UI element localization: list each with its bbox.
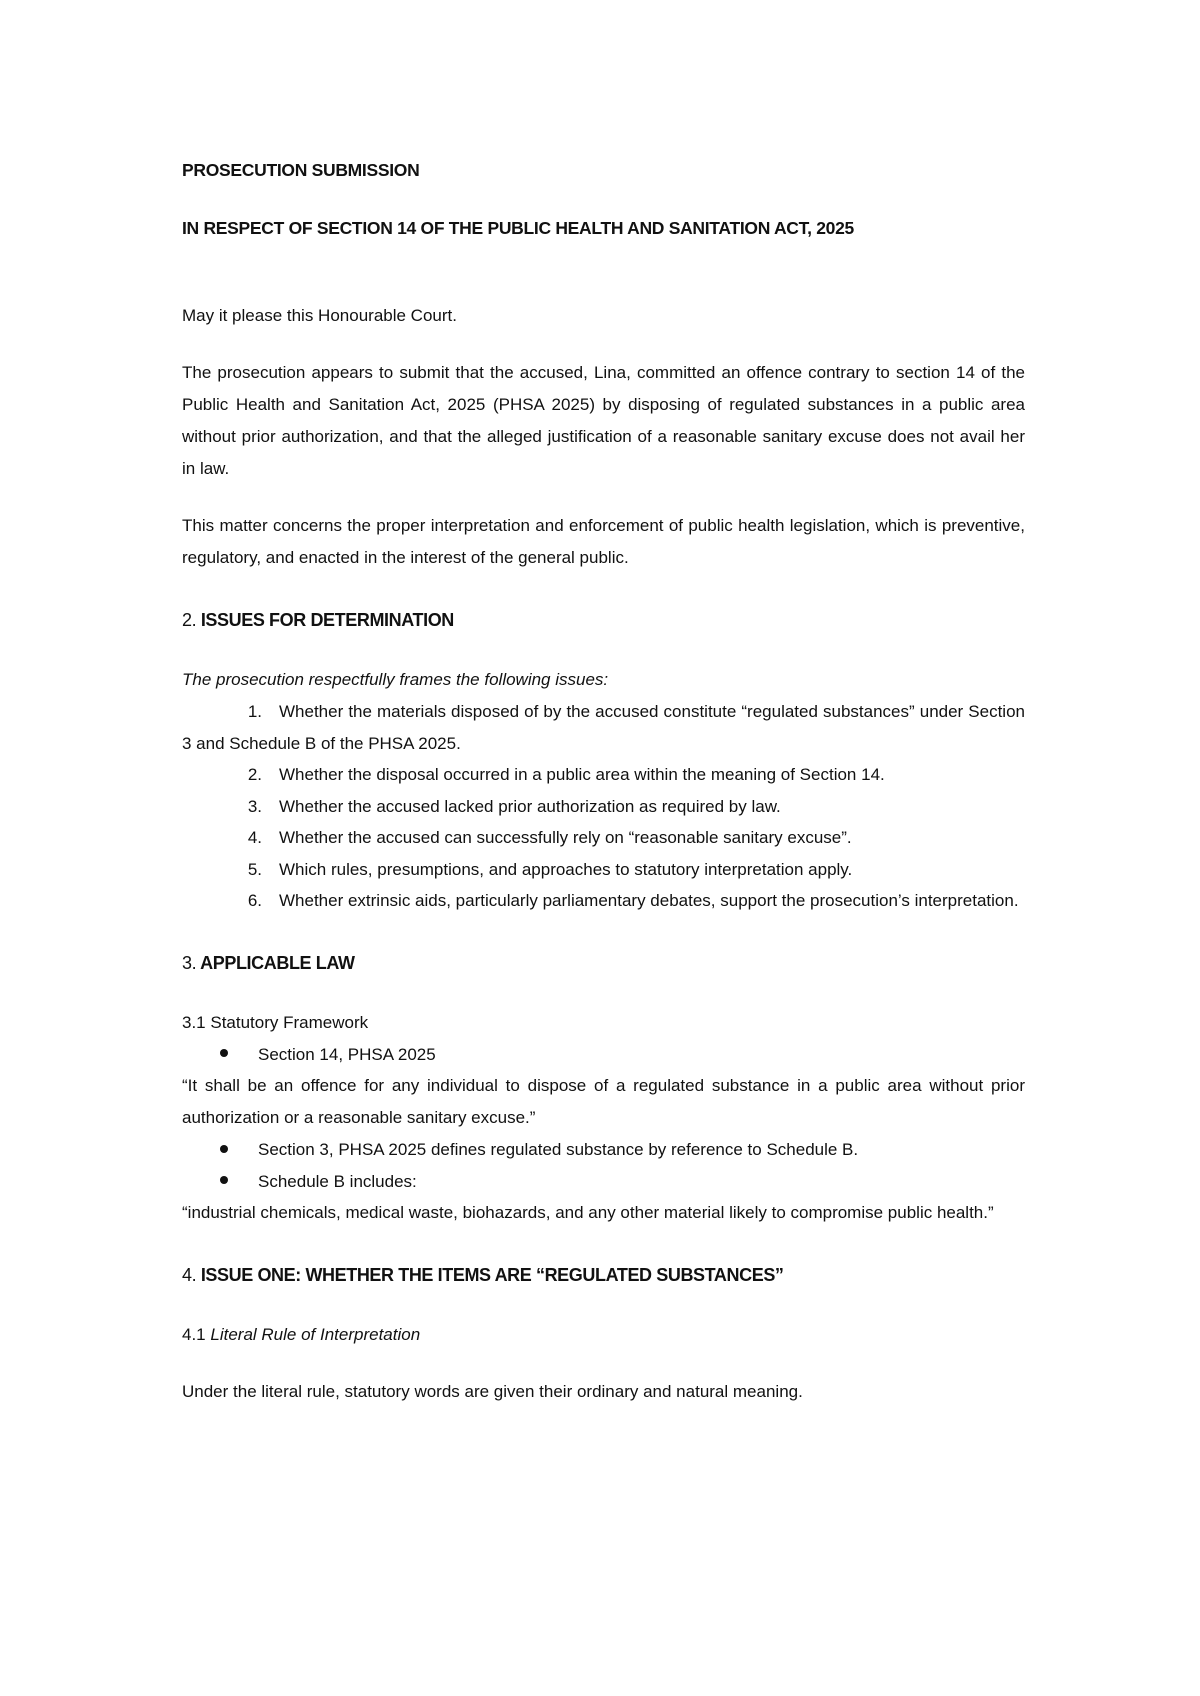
section-14-quote: “It shall be an offence for any individual to dispose of a regulated substance in a public area without prior authorization or a reasonable sanitary excuse.” bbox=[182, 1076, 1025, 1127]
bullet-icon bbox=[220, 1049, 228, 1057]
section-3-heading bbox=[182, 947, 1025, 979]
subsection-title: Literal Rule of Interpretation bbox=[210, 1325, 421, 1344]
opening-line: May it please this Honourable Court. bbox=[182, 306, 457, 325]
bullet-text: Schedule B includes: bbox=[258, 1171, 417, 1191]
issue-text: Whether the disposal occurred in a public area within the meaning of Section 14. bbox=[279, 765, 885, 784]
bullet-text: Section 14, PHSA 2025 bbox=[258, 1044, 436, 1064]
issue-text: Which rules, presumptions, and approaches to statutory interpretation apply. bbox=[279, 859, 853, 879]
document-title: PROSECUTION SUBMISSION bbox=[182, 160, 420, 180]
issue-number: 6. bbox=[247, 891, 262, 910]
issue-item-2 bbox=[182, 759, 1025, 791]
bullet-item-section-3 bbox=[182, 1134, 1025, 1166]
literal-rule-subheading bbox=[182, 1319, 1025, 1351]
issues-list bbox=[182, 696, 1025, 917]
document-body bbox=[182, 158, 1025, 1408]
section-2-title: ISSUES FOR DETERMINATION bbox=[200, 610, 454, 630]
issue-text: Whether the materials disposed of by the accused constitute “regulated substances” under Section 3 and Schedule B of the PHSA 2025. bbox=[182, 702, 1025, 753]
issue-text: Whether extrinsic aids, particularly parliamentary debates, support the prosecution’s interpretation. bbox=[279, 891, 1019, 910]
issue-number: 1. bbox=[247, 702, 262, 721]
document-subtitle: IN RESPECT OF SECTION 14 OF THE PUBLIC HEALTH AND SANITATION ACT, 2025 bbox=[182, 218, 854, 238]
issue-item-5 bbox=[182, 854, 1025, 886]
section-2-number: 2. bbox=[182, 610, 197, 630]
literal-rule-paragraph: Under the literal rule, statutory words are given their ordinary and natural meaning. bbox=[182, 1382, 803, 1401]
section-4-heading bbox=[182, 1259, 1025, 1291]
section-3-number: 3. bbox=[182, 952, 197, 973]
issue-item-1 bbox=[182, 696, 1025, 759]
issue-number: 2. bbox=[247, 765, 262, 784]
issue-text: Whether the accused lacked prior authorization as required by law. bbox=[279, 796, 781, 816]
bullet-icon bbox=[220, 1145, 228, 1153]
bullet-item-section-14 bbox=[182, 1039, 1025, 1071]
issue-item-3 bbox=[182, 791, 1025, 823]
issue-number: 3. bbox=[247, 796, 262, 816]
issue-number: 5. bbox=[247, 859, 262, 879]
section-3-title: APPLICABLE LAW bbox=[200, 952, 355, 973]
bullet-text: Section 3, PHSA 2025 defines regulated substance by reference to Schedule B. bbox=[258, 1140, 859, 1159]
intro-paragraph: The prosecution appears to submit that the accused, Lina, committed an offence contrary to section 14 of the Public Health and Sanitation Act, 2025 (PHSA 2025) by disposing of regulated substances in a public area without prior authorization, and that the alleged justification of a reasonable sanitary excuse does not avail her in law. bbox=[182, 363, 1025, 478]
bullet-item-schedule-b bbox=[182, 1166, 1025, 1198]
context-paragraph: This matter concerns the proper interpretation and enforcement of public health legislation, which is preventive, regulatory, and enacted in the interest of the general public. bbox=[182, 516, 1025, 567]
schedule-b-quote: “industrial chemicals, medical waste, biohazards, and any other material likely to compromise public health.” bbox=[182, 1203, 994, 1222]
section-4-title: ISSUE ONE: WHETHER THE ITEMS ARE “REGULATED SUBSTANCES” bbox=[200, 1265, 784, 1285]
issues-lead: The prosecution respectfully frames the following issues: bbox=[182, 670, 609, 689]
section-2-heading bbox=[182, 604, 1025, 636]
issue-item-4 bbox=[182, 822, 1025, 854]
statutory-framework-subheading: 3.1 Statutory Framework bbox=[182, 1012, 369, 1032]
issue-number: 4. bbox=[247, 828, 262, 847]
issue-item-6 bbox=[182, 885, 1025, 917]
subsection-number: 4.1 bbox=[182, 1325, 206, 1344]
bullet-icon bbox=[220, 1176, 228, 1184]
issue-text: Whether the accused can successfully rely on “reasonable sanitary excuse”. bbox=[279, 828, 852, 847]
section-4-number: 4. bbox=[182, 1265, 197, 1285]
